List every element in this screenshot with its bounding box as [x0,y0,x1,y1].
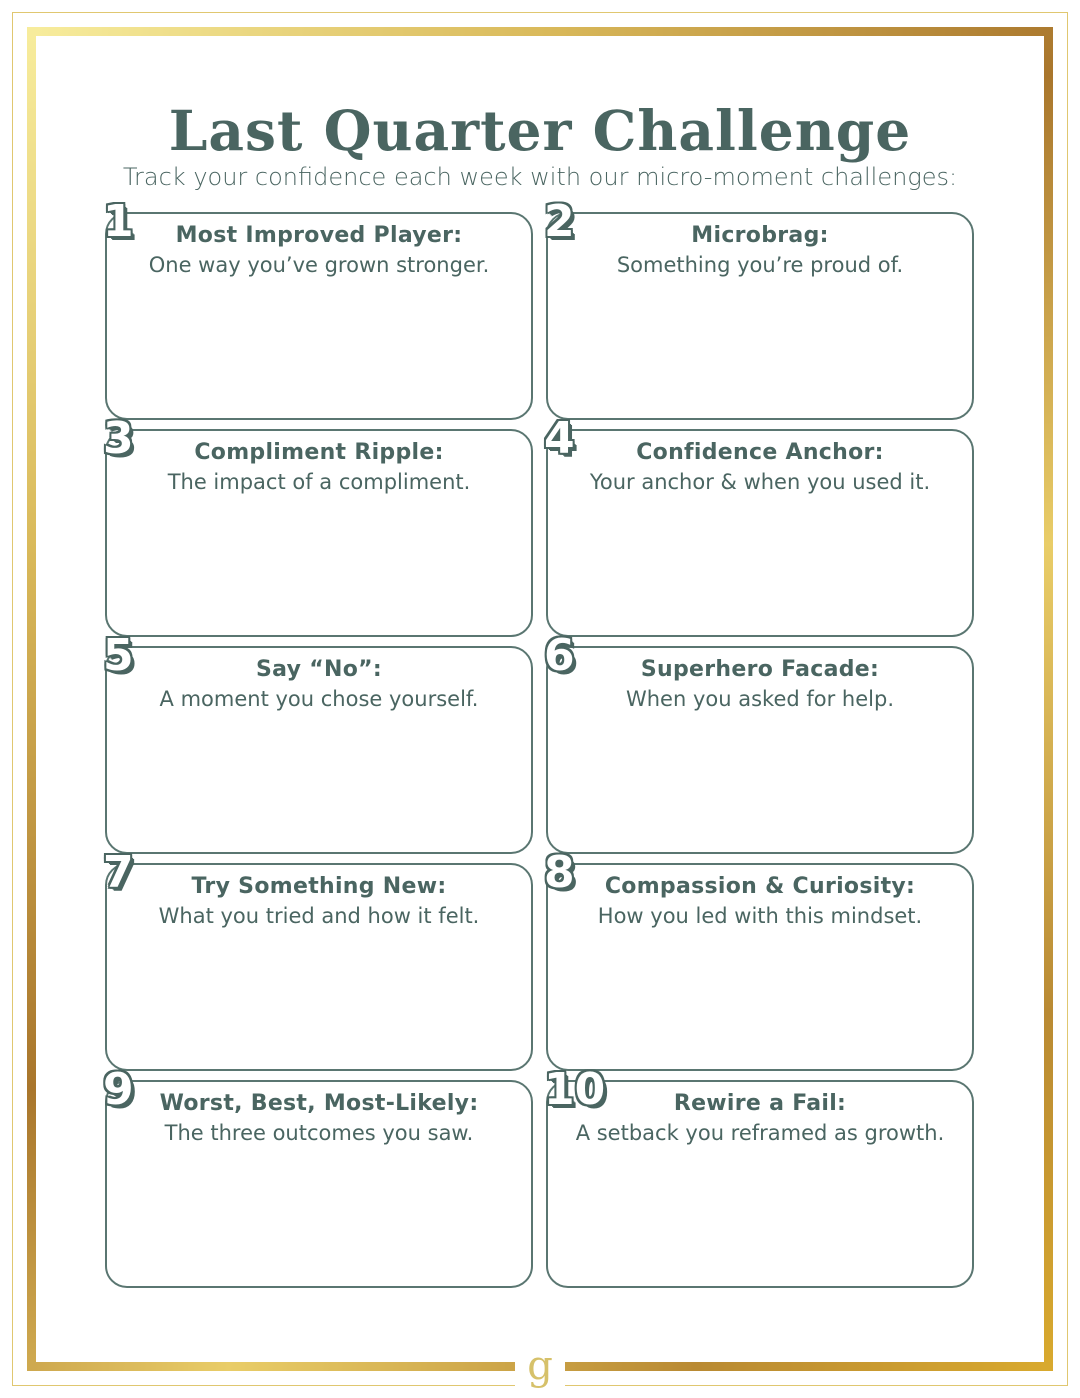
challenge-number: 4 [544,413,575,464]
challenge-prompt: When you asked for help. [625,687,894,711]
challenge-number: 10 [544,1064,606,1115]
challenge-card[interactable] [544,413,974,637]
challenge-heading: Rewire a Fail: [673,1091,847,1116]
brand-logo [515,1343,565,1394]
challenge-card[interactable] [103,1064,533,1288]
challenge-prompt: A moment you chose yourself. [159,687,479,711]
challenge-heading: Superhero Facade: [640,657,880,682]
page-title: Last Quarter Challenge [168,98,912,163]
challenge-number: 8 [544,847,575,898]
challenge-prompt: How you led with this mindset. [597,904,923,928]
challenge-number: 3 [103,413,134,464]
challenge-prompt: The impact of a compliment. [167,470,471,494]
challenge-heading: Say “No”: [256,657,382,682]
challenge-number: 7 [103,847,134,898]
challenge-number: 1 [103,196,134,247]
challenge-card[interactable] [103,196,533,420]
challenge-heading: Try Something New: [191,874,447,899]
challenge-card[interactable] [544,630,974,854]
challenge-heading: Confidence Anchor: [636,440,884,465]
challenge-card[interactable] [103,847,533,1071]
challenge-heading: Most Improved Player: [175,223,463,248]
page-subtitle: Track your confidence each week with our micro-moment challenges: [122,163,958,191]
challenge-heading: Compliment Ripple: [194,440,444,465]
challenge-prompt: Your anchor & when you used it. [589,470,931,494]
challenge-number: 9 [103,1064,134,1115]
challenge-card[interactable] [103,413,533,637]
challenge-prompt: Something you’re proud of. [616,253,904,277]
challenge-card[interactable] [544,196,974,420]
challenge-card[interactable] [544,847,974,1071]
challenge-heading: Microbrag: [691,223,829,248]
challenge-prompt: The three outcomes you saw. [164,1121,474,1145]
challenge-heading: Compassion & Curiosity: [604,874,916,899]
challenge-card[interactable] [544,1064,974,1288]
challenge-prompt: What you tried and how it felt. [158,904,480,928]
challenge-heading: Worst, Best, Most-Likely: [159,1091,479,1116]
logo-letter: g [527,1343,553,1389]
challenge-number: 2 [544,196,575,247]
challenge-prompt: One way you’ve grown stronger. [148,253,490,277]
challenge-number: 5 [103,630,134,681]
challenge-card[interactable] [103,630,533,854]
challenge-prompt: A setback you reframed as growth. [575,1121,945,1145]
challenge-number: 6 [544,630,575,681]
